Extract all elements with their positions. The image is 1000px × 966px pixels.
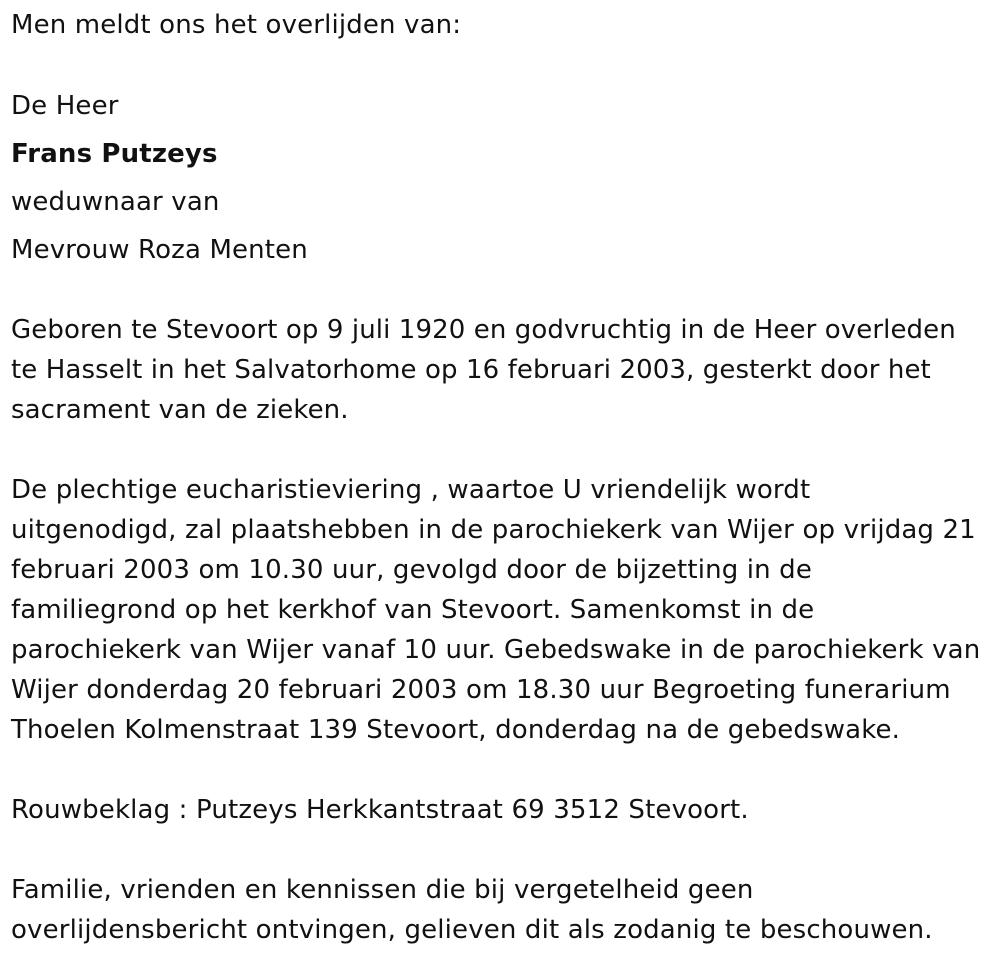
funeral-line: Wijer donderdag 20 februari 2003 om 18.30 uur Begroeting funerarium [11, 675, 951, 705]
honorific: De Heer [11, 91, 119, 121]
relation-line: weduwnaar van [11, 187, 220, 217]
funeral-line: familiegrond op het kerkhof van Stevoort. Samenkomst in de [11, 595, 815, 625]
closing-line: overlijdensbericht ontvingen, gelieven dit als zodanig te beschouwen. [11, 915, 933, 945]
condolences-line: Rouwbeklag : Putzeys Herkkantstraat 69 3512 Stevoort. [11, 795, 749, 825]
funeral-line: februari 2003 om 10.30 uur, gevolgd door de bijzetting in de [11, 555, 812, 585]
birth-death-paragraph: Geboren te Stevoort op 9 juli 1920 en godvruchtig in de Heer overleden te Hasselt in het Salvatorhome op 16 februari 2003, gesterkt door het sacrament van de zieken. [11, 315, 956, 425]
spouse-name: Mevrouw Roza Menten [11, 235, 308, 265]
closing-line: Familie, vrienden en kennissen die bij vergetelheid geen [11, 875, 754, 905]
deceased-name: Frans Putzeys [11, 139, 218, 169]
intro-line: Men meldt ons het overlijden van: [11, 10, 462, 40]
funeral-line: uitgenodigd, zal plaatshebben in de parochiekerk van Wijer op vrijdag 21 [11, 515, 976, 545]
funeral-line: parochiekerk van Wijer vanaf 10 uur. Gebedswake in de parochiekerk van [11, 635, 981, 665]
funeral-line: De plechtige eucharistieviering , waartoe U vriendelijk wordt [11, 475, 811, 505]
funeral-line: Thoelen Kolmenstraat 139 Stevoort, donderdag na de gebedswake. [11, 715, 901, 745]
